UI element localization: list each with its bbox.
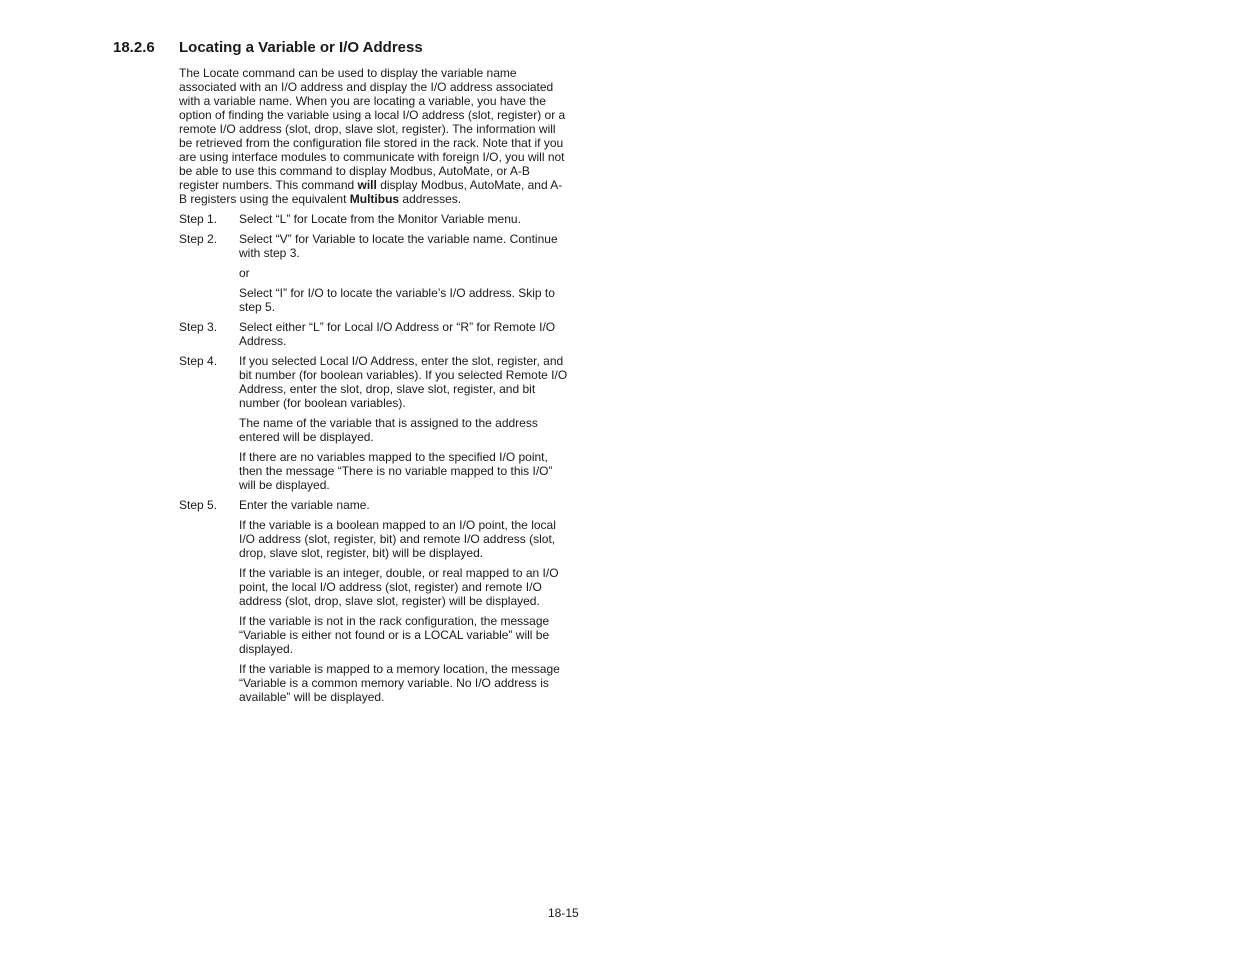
step-2 bbox=[179, 232, 569, 314]
step-or-text: or bbox=[239, 266, 250, 280]
page-number: 18-15 bbox=[548, 906, 579, 920]
step-label: Step 5. bbox=[179, 498, 218, 512]
step-label: Step 3. bbox=[179, 320, 218, 334]
step-text: If there are no variables mapped to the specified I/O point, then the message “There is no variable mapped to this I/O” will be displayed. bbox=[239, 450, 553, 492]
section-number: 18.2.6 bbox=[113, 39, 155, 56]
step-text: If the variable is a boolean mapped to an I/O point, the local I/O address (slot, register, bit) and remote I/O address (slot, drop, slave slot, register, bit) will be displayed. bbox=[239, 518, 556, 560]
step-3 bbox=[179, 320, 569, 348]
intro-text-3: addresses. bbox=[399, 192, 462, 206]
step-label: Step 2. bbox=[179, 232, 218, 246]
intro-text-2: display Modbus, AutoMate, and A-B registers using the equivalent bbox=[179, 178, 563, 206]
step-text: If the variable is not in the rack configuration, the message “Variable is either not found or is a LOCAL variable” will be displayed. bbox=[239, 614, 550, 656]
intro-paragraph bbox=[179, 66, 569, 206]
step-label: Step 4. bbox=[179, 354, 218, 368]
step-text: Select “I” for I/O to locate the variable’s I/O address. Skip to step 5. bbox=[239, 286, 555, 314]
section-title: Locating a Variable or I/O Address bbox=[179, 39, 423, 56]
step-text: Enter the variable name. bbox=[239, 498, 370, 512]
intro-bold-multibus: Multibus bbox=[349, 192, 400, 206]
step-text: Select “V” for Variable to locate the variable name. Continue with step 3. bbox=[239, 232, 558, 260]
intro-bold-will: will bbox=[357, 178, 377, 192]
step-text: The name of the variable that is assigned to the address entered will be displayed. bbox=[239, 416, 538, 444]
step-body bbox=[239, 212, 569, 226]
intro-text-1: The Locate command can be used to display the variable name associated with an I/O address and display the I/O address associated with a variable name. When you are locating a variable, you have the option of finding the variable using a local I/O address (slot, register) or a remote I/O address (slot, drop, slave slot, register). The information will be retrieved from the configuration file stored in the rack. Note that if you are using interface modules to communicate with foreign I/O, you will not be able to use this command to display Modbus, AutoMate, or A-B register numbers. This command bbox=[179, 66, 566, 192]
step-text: Select either “L” for Local I/O Address or “R” for Remote I/O Address. bbox=[239, 320, 556, 348]
step-text: If you selected Local I/O Address, enter the slot, register, and bit number (for boolean variables). If you selected Remote I/O Address, enter the slot, drop, slave slot, register, and bit number (for boolean variables). bbox=[239, 354, 568, 410]
step-1 bbox=[179, 212, 569, 226]
step-body bbox=[239, 354, 569, 492]
step-body bbox=[239, 232, 569, 314]
section-body bbox=[179, 66, 569, 704]
step-label: Step 1. bbox=[179, 212, 218, 226]
step-text: Select “L” for Locate from the Monitor Variable menu. bbox=[239, 212, 521, 226]
step-body bbox=[239, 498, 569, 704]
step-body bbox=[239, 320, 569, 348]
step-4 bbox=[179, 354, 569, 492]
section-heading bbox=[113, 39, 423, 56]
step-text: If the variable is mapped to a memory location, the message “Variable is a common memory variable. No I/O address is available” will be displayed. bbox=[239, 662, 560, 704]
step-5 bbox=[179, 498, 569, 704]
step-text: If the variable is an integer, double, or real mapped to an I/O point, the local I/O address (slot, register) and remote I/O address (slot, drop, slave slot, register) will be displayed. bbox=[239, 566, 559, 608]
